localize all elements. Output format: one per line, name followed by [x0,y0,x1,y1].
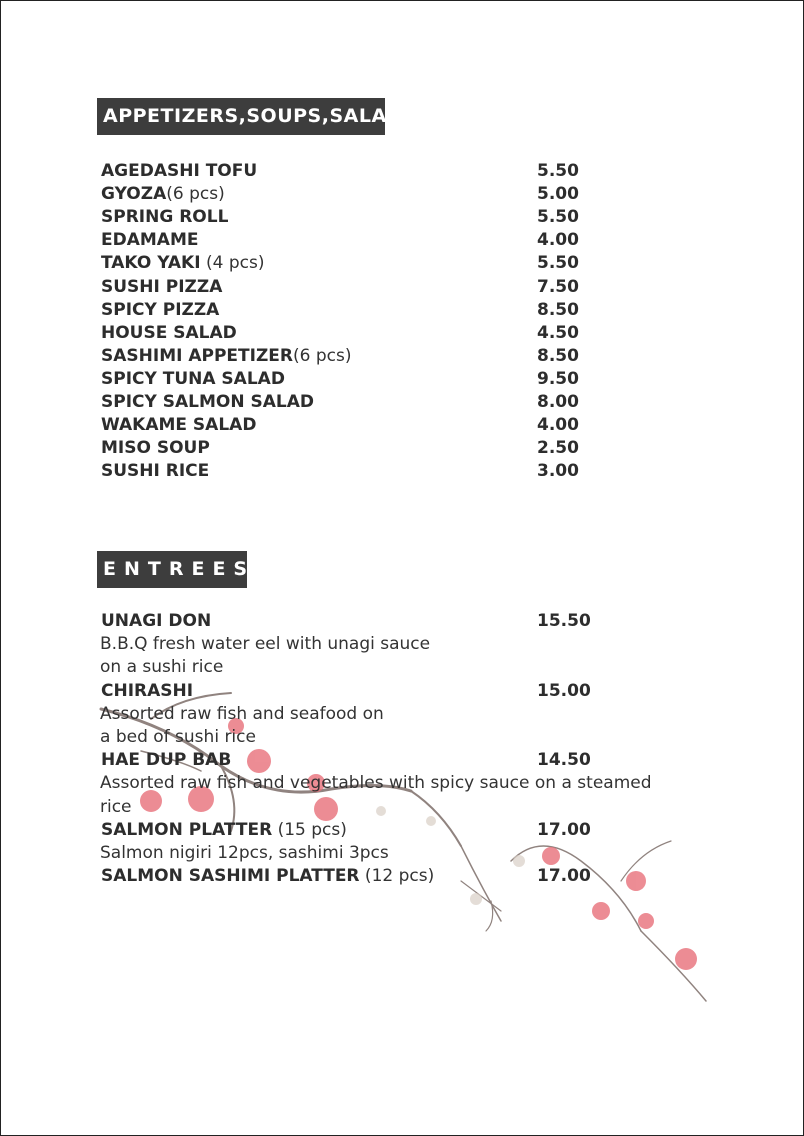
menu-item-portion: (4 pcs) [200,253,265,274]
menu-item [101,819,347,842]
menu-item-description: rice [100,796,132,817]
menu-item [101,610,211,633]
menu-item-description: B.B.Q fresh water eel with unagi sauce [100,634,431,655]
menu-item-name: AGEDASHI TOFU [101,161,258,181]
menu-item-price: 15.50 [537,611,591,631]
menu-item-portion: (12 pcs) [359,866,435,887]
menu-item [101,391,314,414]
menu-item-price: 17.00 [537,866,591,887]
menu-item-price: 7.50 [537,276,579,297]
menu-item-name: SALMON PLATTER [101,819,273,840]
menu-item-name: HAE DUP BAB [101,750,232,771]
section-title-appetizers: APPETIZERS,SOUPS,SALADS [97,98,385,135]
menu-item-description: Salmon nigiri 12pcs, sashimi 3pcs [100,843,389,863]
menu-item [101,437,210,460]
menu-item-price: 4.00 [537,415,579,436]
menu-item-portion: (6 pcs) [166,184,225,205]
menu-item-price: 5.50 [537,207,579,228]
menu-item [101,160,257,183]
menu-item [101,414,256,437]
menu-item-name: SPICY TUNA SALAD [101,368,285,389]
menu-item-portion: (6 pcs) [293,345,352,366]
menu-item-name: WAKAME SALAD [101,415,257,436]
menu-item-price: 17.00 [537,819,591,840]
menu-item [101,865,434,888]
menu-item-price: 5.50 [537,161,579,181]
menu-item-description: Assorted raw fish and seafood on [100,703,384,724]
menu-item-price: 5.50 [537,253,579,274]
menu-item-name: UNAGI DON [101,611,212,631]
menu-item-name: SASHIMI APPETIZER [101,345,293,366]
menu-item-price: 8.00 [537,392,579,412]
menu-item-price: 4.50 [537,322,579,343]
menu-item-description: Assorted raw fish and vegetables with spicy sauce on a steamed [100,773,652,794]
menu-item-description: a bed of sushi rice [100,727,256,747]
menu-item-name: SPRING ROLL [101,207,229,228]
menu-item [101,229,198,252]
menu-item-description: on a sushi rice [100,657,224,678]
menu-item-name: SUSHI RICE [101,461,210,482]
menu-item [101,276,222,299]
menu-item-name: GYOZA [101,184,167,205]
menu-item [101,680,193,703]
menu-item-price: 2.50 [537,438,579,459]
menu-item [101,206,228,229]
menu-item-price: 14.50 [537,750,591,771]
menu-item-portion: (15 pcs) [272,819,347,840]
menu-item-price: 5.00 [537,184,579,205]
menu-item-name: TAKO YAKI [101,253,201,274]
menu-item [101,252,264,275]
menu-item [101,299,219,322]
menu-item-name: MISO SOUP [101,438,210,459]
menu-item-price: 4.00 [537,230,579,251]
section-title-entrees: ENTREES [97,551,247,588]
menu-item-name: SPICY PIZZA [101,299,220,320]
menu-item [101,749,231,772]
menu-item-price: 8.50 [537,345,579,366]
menu-item-price: 3.00 [537,461,579,482]
menu-item [101,460,209,483]
menu-item-price: 9.50 [537,368,579,389]
menu-item-price: 8.50 [537,299,579,320]
menu-item-name: EDAMAME [101,230,199,251]
menu-item [101,322,237,345]
menu-item [101,183,225,206]
menu-item-name: SPICY SALMON SALAD [101,392,314,412]
menu-item-name: SUSHI PIZZA [101,276,223,297]
menu-item [101,345,351,368]
menu-item-name: CHIRASHI [101,680,194,701]
menu-item-price: 15.00 [537,680,591,701]
menu-item [101,368,285,391]
menu-item-name: SALMON SASHIMI PLATTER [101,866,360,887]
menu-item-name: HOUSE SALAD [101,322,237,343]
